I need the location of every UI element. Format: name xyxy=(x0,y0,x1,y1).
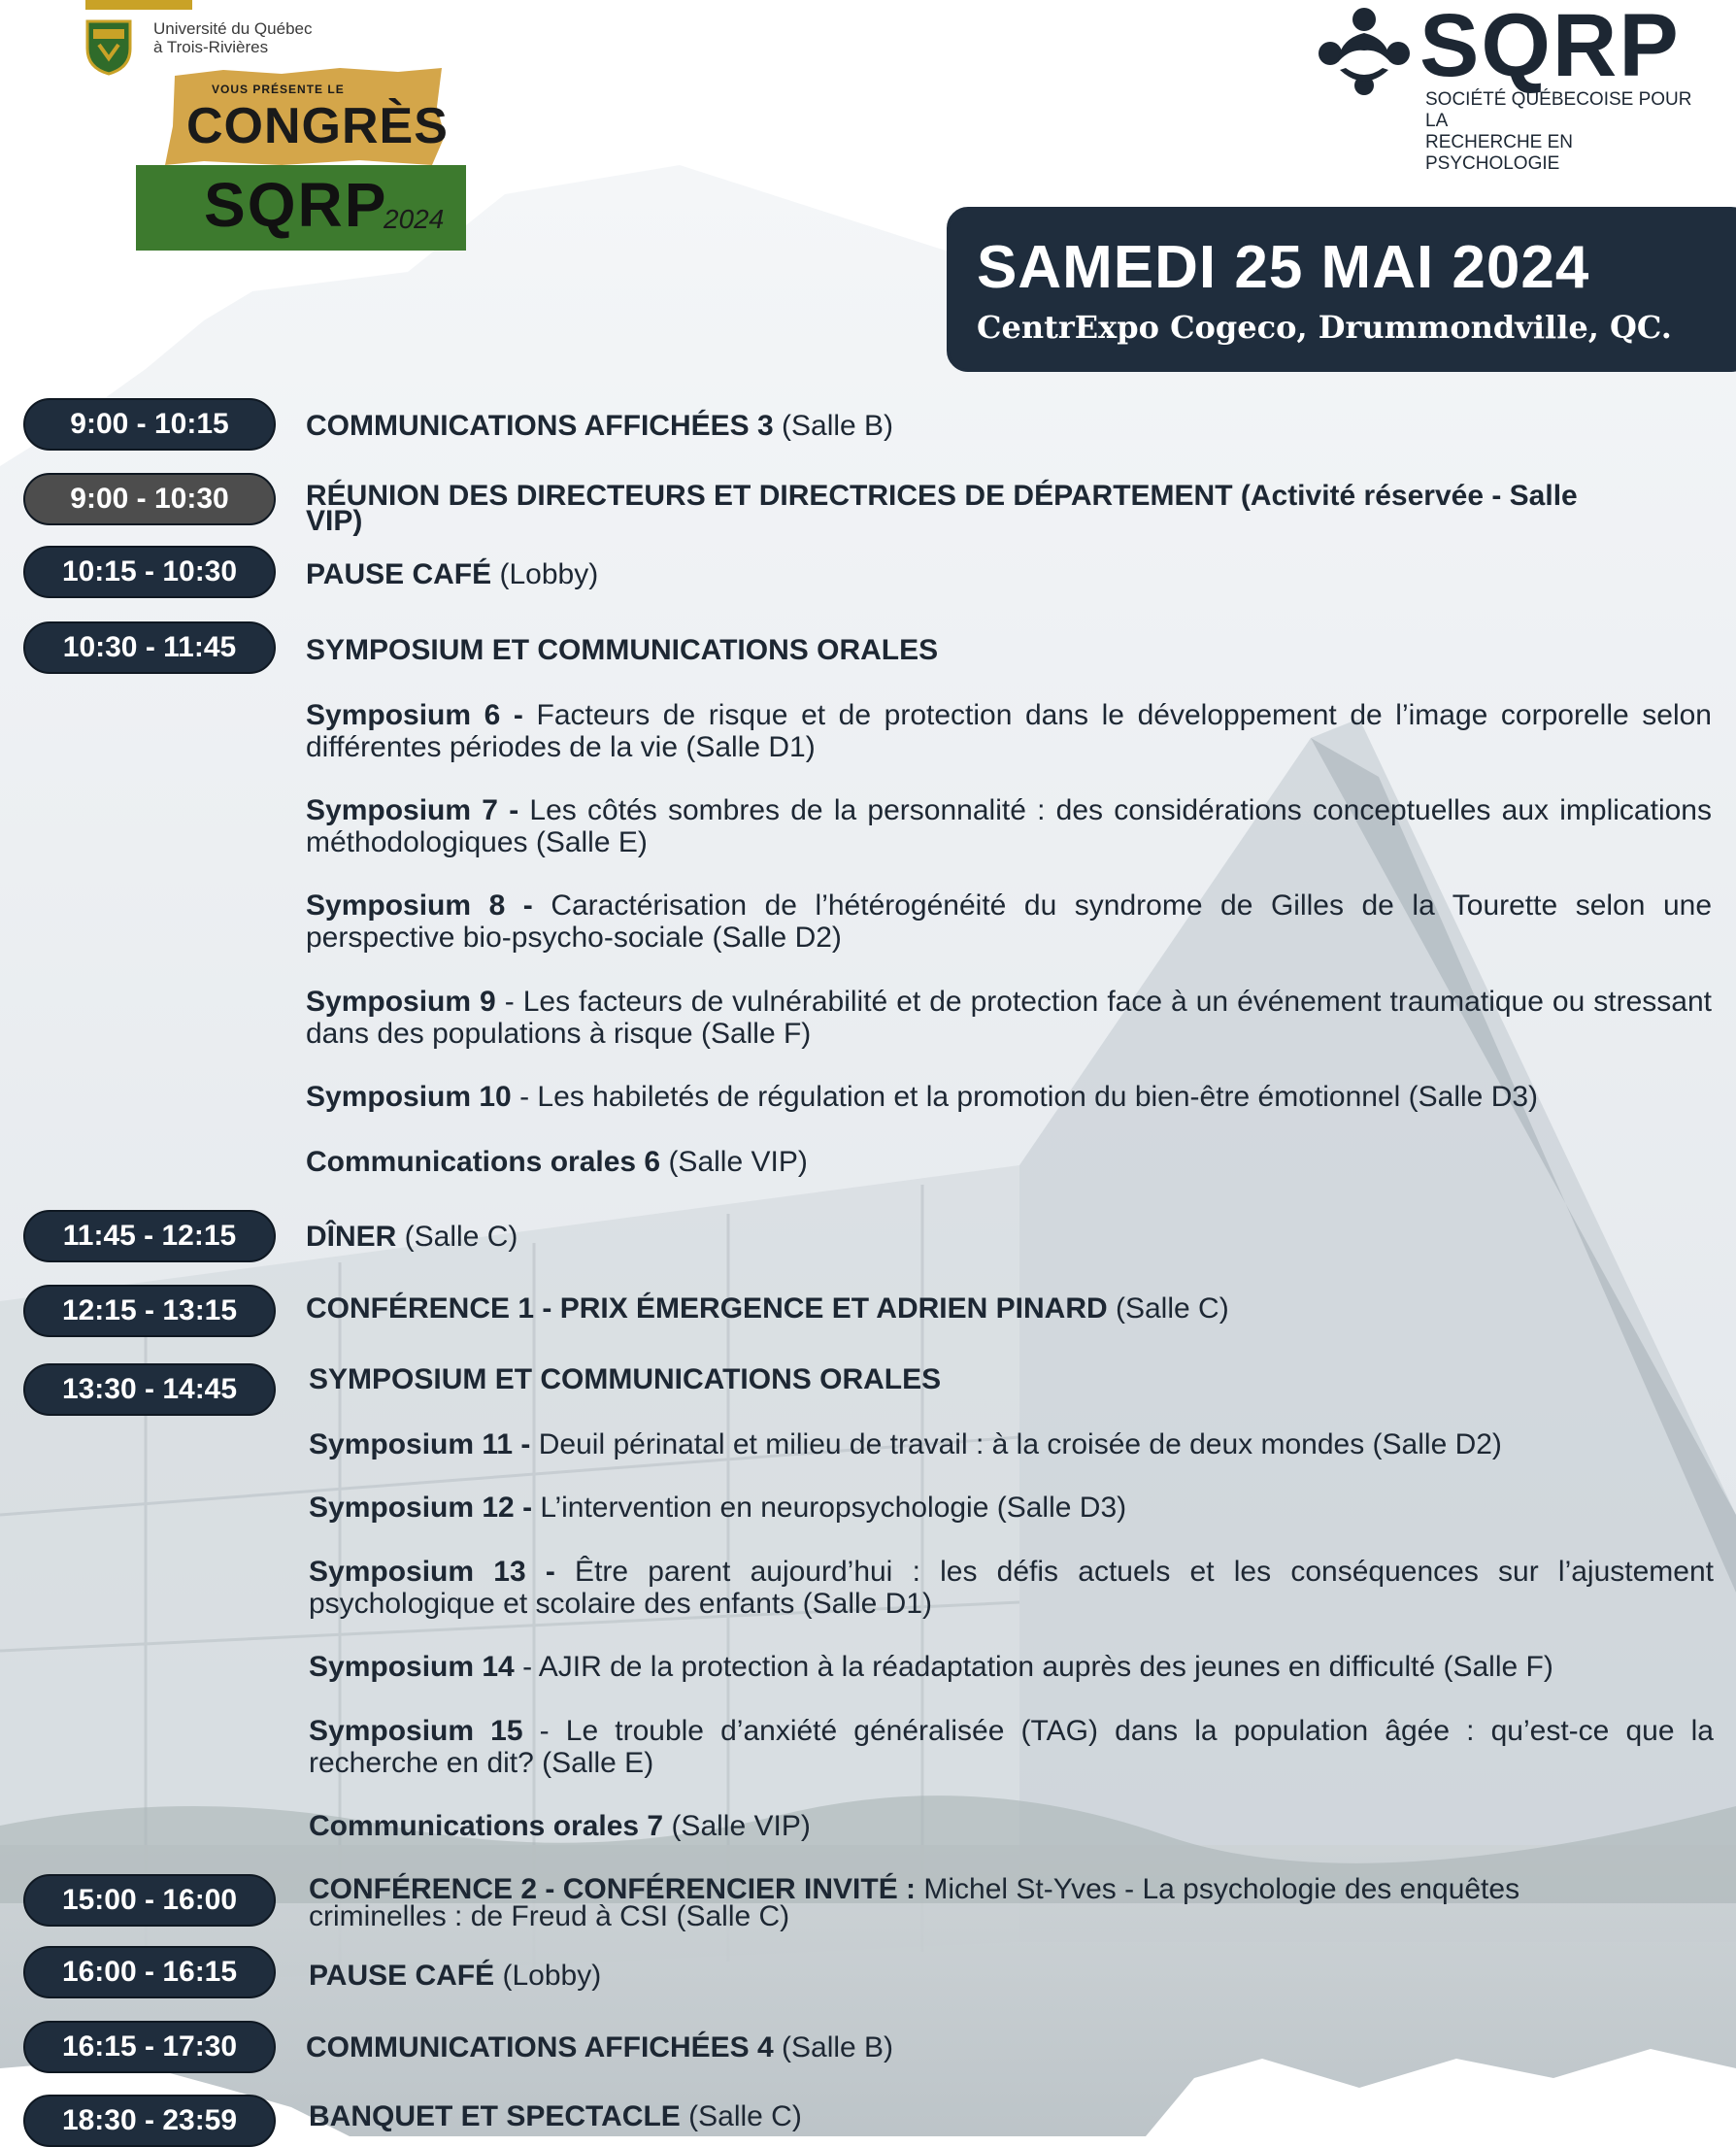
entry-title: COMMUNICATIONS AFFICHÉES 3 xyxy=(306,410,774,442)
entry-detail: (Lobby) xyxy=(494,1960,602,1992)
symposium-title: Symposium 13 - xyxy=(309,1556,555,1588)
time-pill: 9:00 - 10:30 xyxy=(23,473,276,525)
entry-title: BANQUET ET SPECTACLE xyxy=(309,2100,681,2132)
symposium-detail: Facteurs de risque et de protection dans le développement de l’image corporelle selon différentes périodes de la vie (Salle D1) xyxy=(306,699,1712,763)
congres-sqrp-label: SQRP xyxy=(204,170,388,240)
time-pill: 10:15 - 10:30 xyxy=(23,546,276,598)
symposium-item xyxy=(309,1428,1717,1460)
oral-comm-item xyxy=(309,1810,1717,1842)
oral-comm-title: Communications orales 6 xyxy=(306,1146,661,1178)
entry-title: COMMUNICATIONS AFFICHÉES 4 xyxy=(306,2031,774,2063)
oral-comm-detail: (Salle VIP) xyxy=(660,1146,808,1178)
entry-title: DÎNER xyxy=(306,1221,397,1253)
entry-detail: (Salle B) xyxy=(773,2031,894,2063)
entry-title: SYMPOSIUM ET COMMUNICATIONS ORALES xyxy=(309,1363,942,1395)
congres-year-label: 2024 xyxy=(384,204,445,234)
symposium-item xyxy=(306,1081,1714,1113)
symposium-item xyxy=(309,1651,1717,1683)
symposium-title: Symposium 11 - xyxy=(309,1428,531,1460)
time-pill: 15:00 - 16:00 xyxy=(23,1874,276,1927)
schedule-entry xyxy=(306,1221,1714,1253)
entry-title: SYMPOSIUM ET COMMUNICATIONS ORALES xyxy=(306,634,939,666)
entry-detail: (Salle C) xyxy=(1107,1292,1229,1325)
symposium-item xyxy=(306,699,1712,763)
symposium-detail: - Les habiletés de régulation et la promotion du bien-être émotionnel (Salle D3) xyxy=(511,1081,1539,1113)
symposium-detail: Caractérisation de l’hétérogénéité du syndrome de Gilles de la Tourette selon une perspective bio-psycho-sociale (Salle D2) xyxy=(306,889,1712,954)
symposium-detail: L’intervention en neuropsychologie (Salle D3) xyxy=(532,1492,1127,1524)
symposium-title: Symposium 10 xyxy=(306,1081,512,1113)
symposium-title: Symposium 8 - xyxy=(306,889,533,922)
uqtr-shield-icon xyxy=(85,19,132,76)
uqtr-name xyxy=(153,19,348,56)
schedule-entry xyxy=(309,1960,1717,1992)
symposium-title: Symposium 14 xyxy=(309,1651,515,1683)
symposium-title: Symposium 7 - xyxy=(306,794,519,826)
sqrp-people-mark-icon xyxy=(1311,0,1418,97)
symposium-detail: Deuil périnatal et milieu de travail : à la croisée de deux mondes (Salle D2) xyxy=(530,1428,1502,1460)
uqtr-name-line2: à Trois-Rivières xyxy=(153,38,269,56)
entry-detail: (Lobby) xyxy=(491,558,599,590)
uqtr-top-mark-icon xyxy=(85,0,192,10)
oral-comm-detail: (Salle VIP) xyxy=(663,1810,811,1842)
schedule-entry xyxy=(306,410,1714,442)
oral-comm-item xyxy=(306,1146,1714,1178)
schedule-entry xyxy=(306,634,1714,666)
symposium-title: Symposium 9 xyxy=(306,986,496,1018)
sqrp-logo xyxy=(1311,0,1699,174)
oral-comm-title: Communications orales 7 xyxy=(309,1810,664,1842)
symposium-detail: - Le trouble d’anxiété généralisée (TAG) dans la population âgée : qu’est-ce que la recherche en dit? (Salle E) xyxy=(309,1715,1714,1779)
time-pill: 13:30 - 14:45 xyxy=(23,1363,276,1416)
time-pill: 11:45 - 12:15 xyxy=(23,1210,276,1262)
sqrp-logo-text: SQRP xyxy=(1419,0,1681,95)
entry-detail: (Salle B) xyxy=(773,410,894,442)
event-date: SAMEDI 25 MAI 2024 xyxy=(977,234,1590,301)
symposium-detail: Les côtés sombres de la personnalité : des considérations conceptuelles aux implications méthodologiques (Salle E) xyxy=(306,794,1712,858)
time-pill: 10:30 - 11:45 xyxy=(23,621,276,674)
sqrp-subtitle-line2: RECHERCHE EN PSYCHOLOGIE xyxy=(1425,132,1574,174)
time-pill: 9:00 - 10:15 xyxy=(23,398,276,451)
time-pill: 12:15 - 13:15 xyxy=(23,1285,276,1337)
entry-title: CONFÉRENCE 2 - CONFÉRENCIER INVITÉ : xyxy=(309,1873,917,1905)
symposium-detail: - Les facteurs de vulnérabilité et de protection face à un événement traumatique ou stressant dans des populations à risque (Salle F) xyxy=(306,986,1712,1050)
symposium-title: Symposium 15 xyxy=(309,1715,523,1747)
entry-title: RÉUNION DES DIRECTEURS ET DIRECTRICES DE DÉPARTEMENT (Activité réservée - Salle VIP) xyxy=(306,480,1578,537)
congres-label: CONGRÈS xyxy=(186,98,449,154)
entry-title: PAUSE CAFÉ xyxy=(309,1960,495,1992)
symposium-title: Symposium 12 - xyxy=(309,1492,533,1524)
entry-title: PAUSE CAFÉ xyxy=(306,558,492,590)
symposium-item xyxy=(309,1556,1714,1620)
time-pill: 18:30 - 23:59 xyxy=(23,2095,276,2147)
date-banner xyxy=(947,207,1736,372)
schedule-entry xyxy=(306,558,1714,590)
sqrp-subtitle xyxy=(1425,89,1699,175)
schedule-entry xyxy=(306,2031,1714,2063)
symposium-detail: - AJIR de la protection à la réadaptation auprès des jeunes en difficulté (Salle F) xyxy=(514,1651,1553,1683)
schedule-entry xyxy=(309,1873,1571,1932)
entry-detail: (Salle C) xyxy=(680,2100,802,2132)
event-venue: CentrExpo Cogeco, Drummondville, QC. xyxy=(977,309,1672,346)
time-pill: 16:15 - 17:30 xyxy=(23,2021,276,2073)
schedule-entry xyxy=(306,1292,1714,1325)
time-pill: 16:00 - 16:15 xyxy=(23,1946,276,1998)
schedule-entry xyxy=(309,2100,1717,2132)
uqtr-name-line1: Université du Québec xyxy=(153,19,313,38)
symposium-item xyxy=(309,1715,1714,1779)
symposium-item xyxy=(306,986,1712,1050)
schedule-entry xyxy=(309,1363,1717,1395)
symposium-item xyxy=(306,889,1712,954)
schedule-entry xyxy=(306,480,1597,537)
symposium-detail: Être parent aujourd’hui : les défis actuels et les conséquences sur l’ajustement psychologique et scolaire des enfants (Salle D1) xyxy=(309,1556,1714,1620)
symposium-item xyxy=(306,794,1712,858)
congres-sqrp-badge xyxy=(136,68,471,262)
entry-title: CONFÉRENCE 1 - PRIX ÉMERGENCE ET ADRIEN PINARD xyxy=(306,1292,1108,1325)
sqrp-subtitle-line1: SOCIÉTÉ QUÉBECOISE POUR LA xyxy=(1425,89,1692,131)
entry-detail: (Salle C) xyxy=(396,1221,518,1253)
symposium-item xyxy=(309,1492,1717,1524)
presents-label: VOUS PRÉSENTE LE xyxy=(212,83,345,96)
symposium-title: Symposium 6 - xyxy=(306,699,523,731)
entry-detail: Michel St-Yves - La psychologie des enquêtes criminelles : de Freud à CSI (Salle C) xyxy=(309,1873,1520,1932)
